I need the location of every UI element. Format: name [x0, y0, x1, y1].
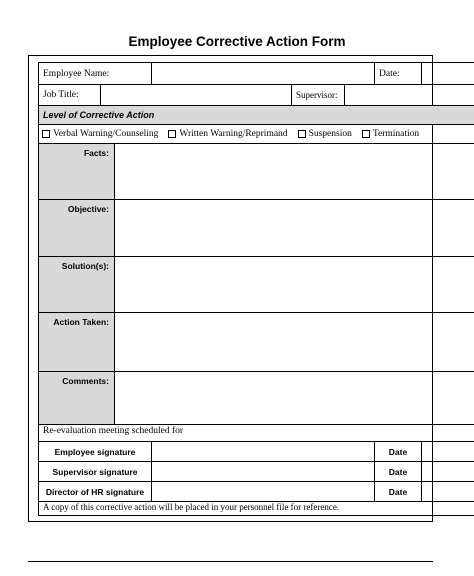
hr-director-signature-field[interactable]	[152, 482, 375, 502]
date-field[interactable]	[422, 63, 474, 85]
level-options-row	[39, 125, 474, 144]
action-taken-field[interactable]	[115, 313, 474, 372]
page-bottom-line	[28, 561, 433, 562]
solutions-field[interactable]	[115, 257, 474, 313]
corrective-action-table	[38, 62, 474, 516]
supervisor-sig-date-label: Date	[375, 462, 422, 482]
level-header: Level of Corrective Action	[39, 106, 474, 125]
option-suspension[interactable]: Suspension	[298, 129, 352, 139]
facts-label: Facts:	[39, 144, 115, 200]
option-verbal-warning[interactable]: Verbal Warning/Counseling	[42, 129, 158, 139]
hr-sig-date-label: Date	[375, 482, 422, 502]
objective-label: Objective:	[39, 200, 115, 257]
date-label: Date:	[375, 63, 422, 85]
supervisor-field[interactable]	[345, 85, 474, 106]
comments-label: Comments:	[39, 372, 115, 425]
supervisor-signature-field[interactable]	[152, 462, 375, 482]
employee-sig-date-label: Date	[375, 442, 422, 462]
job-title-label: Job Title:	[39, 85, 101, 106]
comments-field[interactable]	[115, 372, 474, 425]
supervisor-signature-label: Supervisor signature	[39, 462, 152, 482]
checkbox-icon[interactable]	[168, 130, 176, 138]
supervisor-sig-date-field[interactable]	[422, 462, 474, 482]
checkbox-icon[interactable]	[42, 130, 50, 138]
employee-sig-date-field[interactable]	[422, 442, 474, 462]
employee-name-label: Employee Name:	[39, 63, 152, 85]
hr-sig-date-field[interactable]	[422, 482, 474, 502]
form-title: Employee Corrective Action Form	[128, 34, 346, 49]
option-termination[interactable]: Termination	[362, 129, 419, 139]
footer-note: A copy of this corrective action will be placed in your personnel file for reference.	[39, 502, 474, 516]
objective-field[interactable]	[115, 200, 474, 257]
checkbox-icon[interactable]	[298, 130, 306, 138]
checkbox-icon[interactable]	[362, 130, 370, 138]
action-taken-label: Action Taken:	[39, 313, 115, 372]
solutions-label: Solution(s):	[39, 257, 115, 313]
employee-name-field[interactable]	[152, 63, 375, 85]
option-written-warning[interactable]: Written Warning/Reprimand	[168, 129, 287, 139]
job-title-field[interactable]	[101, 85, 292, 106]
supervisor-label: Supervisor:	[292, 85, 345, 106]
employee-signature-field[interactable]	[152, 442, 375, 462]
hr-director-signature-label: Director of HR signature	[39, 482, 152, 502]
employee-signature-label: Employee signature	[39, 442, 152, 462]
reevaluation-line[interactable]: Re-evaluation meeting scheduled for	[39, 425, 474, 442]
facts-field[interactable]	[115, 144, 474, 200]
